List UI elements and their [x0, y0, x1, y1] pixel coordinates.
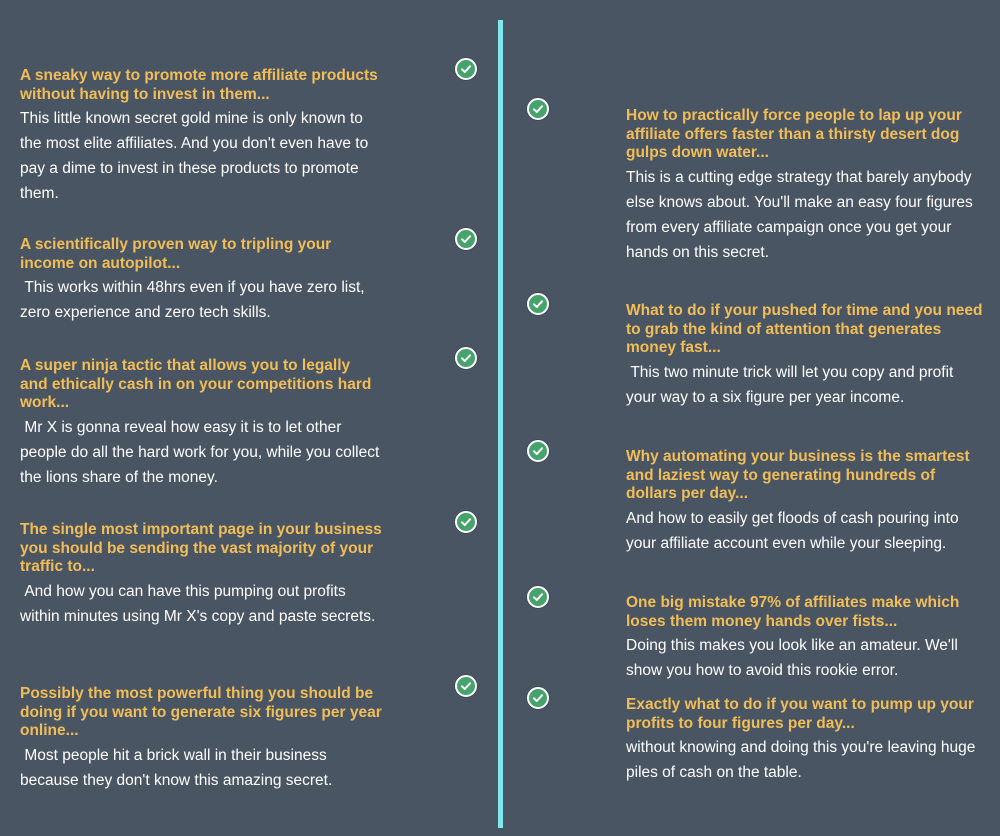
left-item-1	[20, 67, 382, 206]
check-icon	[527, 440, 549, 462]
item-body: Doing this makes you look like an amateur. We'll show you how to avoid this rookie error.	[626, 637, 963, 679]
item-body: And how to easily get floods of cash pouring into your affiliate account even while your sleeping.	[626, 509, 963, 552]
item-body: without knowing and doing this you're leaving huge piles of cash on the table.	[626, 739, 980, 781]
item-title: Exactly what to do if you want to pump up your profits to four figures per day...	[626, 696, 974, 732]
item-body: This works within 48hrs even if you have zero list, zero experience and zero tech skills.	[20, 279, 369, 321]
item-title: One big mistake 97% of affiliates make which loses them money hands over fists...	[626, 594, 960, 630]
check-icon	[455, 58, 477, 80]
item-body: This little known secret gold mine is only known to the most elite affiliates. And you don't even have to pay a dime to invest in these products to promote them.	[20, 110, 373, 202]
item-title: A scientifically proven way to tripling your income on autopilot...	[20, 236, 332, 272]
item-body: This two minute trick will let you copy and profit your way to a six figure per year income.	[626, 363, 958, 406]
left-item-3	[20, 357, 382, 490]
right-item-4	[626, 594, 986, 683]
left-item-2	[20, 236, 382, 325]
item-body: And how you can have this pumping out profits within minutes using Mr X's copy and paste secrets.	[20, 582, 376, 625]
left-item-4	[20, 521, 382, 629]
timeline-divider	[498, 20, 503, 828]
check-icon	[455, 228, 477, 250]
item-title: A sneaky way to promote more affiliate products without having to invest in them...	[20, 67, 378, 103]
item-title: Possibly the most powerful thing you should be doing if you want to generate six figures per year online...	[20, 685, 382, 739]
check-icon	[455, 675, 477, 697]
check-icon	[455, 347, 477, 369]
check-icon	[455, 511, 477, 533]
check-icon	[527, 293, 549, 315]
item-title: What to do if your pushed for time and you need to grab the kind of attention that generates money fast...	[626, 302, 983, 356]
item-title: The single most important page in your business you should be sending the vast majority of your traffic to...	[20, 521, 382, 575]
item-body: This is a cutting edge strategy that barely anybody else knows about. You'll make an easy four figures from every affiliate campaign once you get your hands on this secret.	[626, 168, 978, 261]
item-title: Why automating your business is the smartest and laziest way to generating hundreds of dollars per day...	[626, 448, 970, 502]
item-title: How to practically force people to lap up your affiliate offers faster than a thirsty desert dog gulps down water...	[626, 107, 962, 161]
right-item-3	[626, 448, 986, 556]
left-item-5	[20, 685, 382, 793]
right-item-2	[626, 302, 986, 410]
check-icon	[527, 586, 549, 608]
item-body: Mr X is gonna reveal how easy it is to let other people do all the hard work for you, while you collect the lions share of the money.	[20, 418, 384, 486]
check-icon	[527, 98, 549, 120]
item-title: A super ninja tactic that allows you to legally and ethically cash in on your competitions hard work...	[20, 357, 372, 411]
check-icon	[527, 687, 549, 709]
item-body: Most people hit a brick wall in their business because they don't know this amazing secret.	[20, 746, 333, 789]
right-item-5	[626, 696, 986, 785]
right-item-1	[626, 107, 986, 265]
